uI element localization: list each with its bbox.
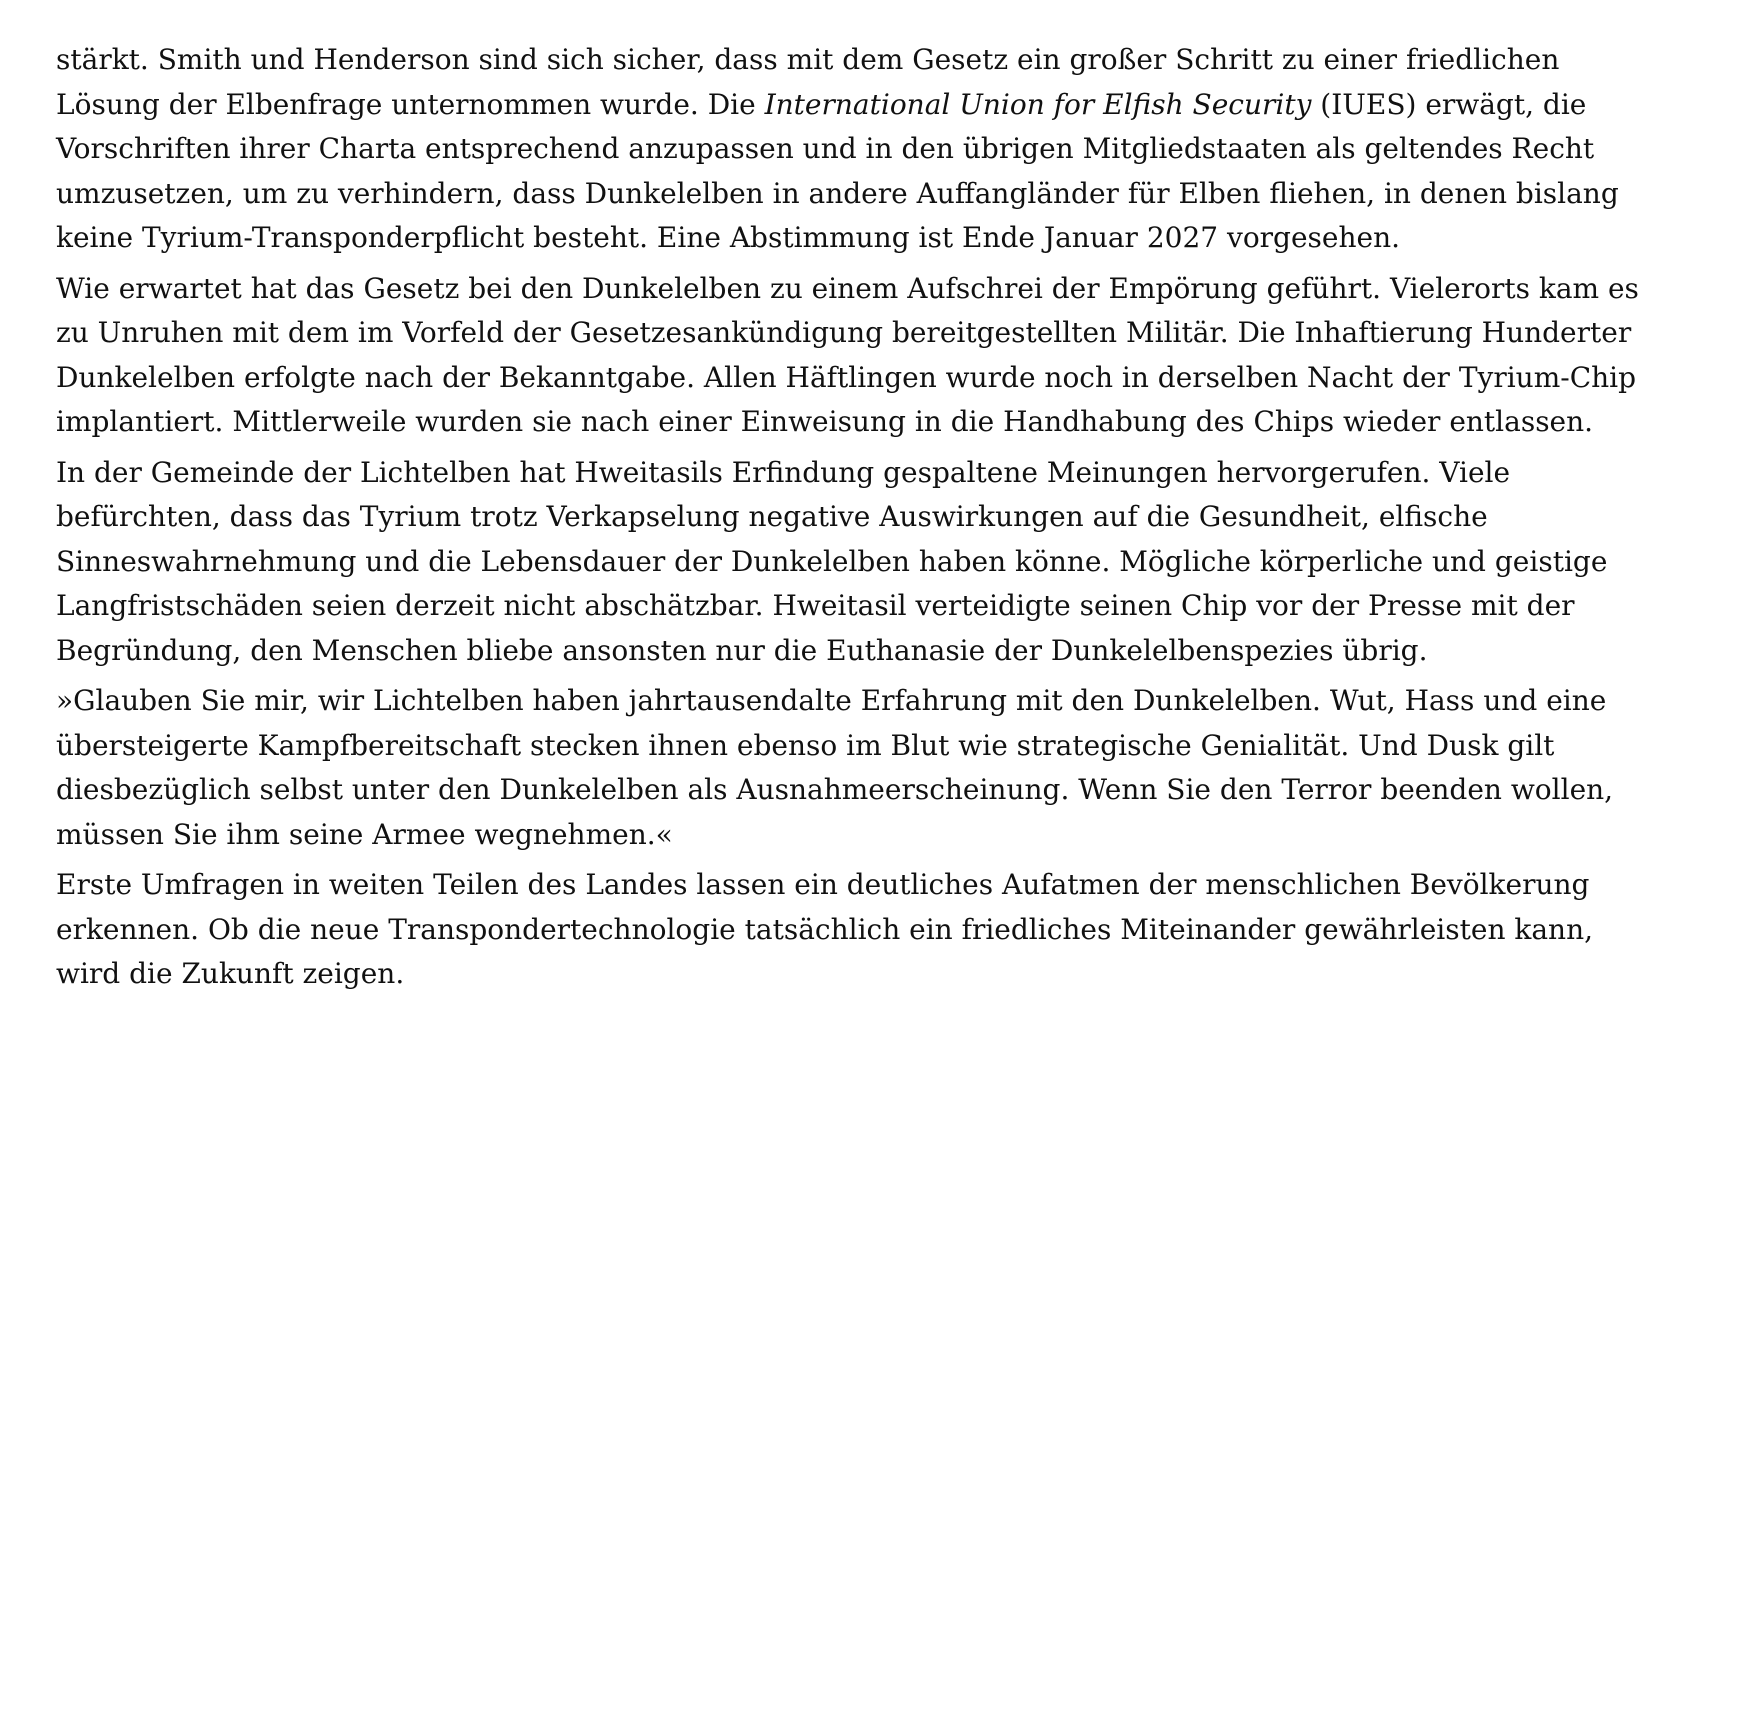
paragraph-iues	[56, 38, 1658, 261]
organization-name: International Union for Elfish Security	[764, 87, 1312, 121]
paragraph-surveys: Erste Umfragen in weiten Teilen des Landes lassen ein deutliches Aufatmen der menschlichen Bevölkerung erkennen. Ob die neue Transpondertechnologie tatsächlich ein friedliches Miteinander gewährleisten kann, wird die Zukunft zeigen.	[56, 868, 1594, 990]
document-body	[56, 38, 1658, 997]
paragraph-outrage: Wie erwartet hat das Gesetz bei den Dunkelelben zu einem Aufschrei der Empörung geführt. Vielerorts kam es zu Unruhen mit dem im Vorfeld der Gesetzesankündigung bereitgestellten Militär. Die Inhaftierung Hunderter Dunkelelben erfolgte nach der Bekanntgabe. Allen Häftlingen wurde noch in derselben Nacht der Tyrium-Chip implantiert. Mittlerweile wurden sie nach einer Einweisung in die Handhabung des Chips wieder entlassen.	[56, 271, 1639, 438]
paragraph-quote: »Glauben Sie mir, wir Lichtelben haben jahrtausendalte Erfahrung mit den Dunkelelben. Wut, Hass und eine übersteigerte Kampfbereitschaft stecken ihnen ebenso im Blut wie strategische Genialität. Und Dusk gilt diesbezüglich selbst unter den Dunkelelben als Ausnahmeerscheinung. Wenn Sie den Terror beenden wollen, müssen Sie ihm seine Armee wegnehmen.«	[56, 684, 1614, 851]
paragraph-text: (IUES) erwägt, die Vorschriften ihrer Charta entsprechend anzupassen und in den übrigen Mitgliedstaaten als geltendes Recht umzusetzen, um zu verhindern, dass Dunkelelben in andere Auffangländer für Elben fliehen, in denen bislang keine Tyrium-Transponderpflicht besteht. Eine Abstimmung ist Ende Januar 2027 vorgesehen.	[56, 87, 1619, 254]
paragraph-lichtelben: In der Gemeinde der Lichtelben hat Hweitasils Erfindung gespaltene Meinungen hervorgerufen. Viele befürchten, dass das Tyrium trotz Verkapselung negative Auswirkungen auf die Gesundheit, elfische Sinneswahrnehmung und die Lebensdauer der Dunkelelben haben könne. Mögliche körperliche und geistige Langfristschäden seien derzeit nicht abschätzbar. Hweitasil verteidigte seinen Chip vor der Presse mit der Begründung, den Menschen bliebe ansonsten nur die Euthanasie der Dunkelelbenspezies übrig.	[56, 455, 1608, 667]
paragraph-text: stärkt. Smith und Henderson sind sich sicher, dass mit dem Gesetz ein großer Schritt zu einer friedlichen Lösung der Elbenfrage unternommen wurde. Die	[56, 43, 1560, 121]
